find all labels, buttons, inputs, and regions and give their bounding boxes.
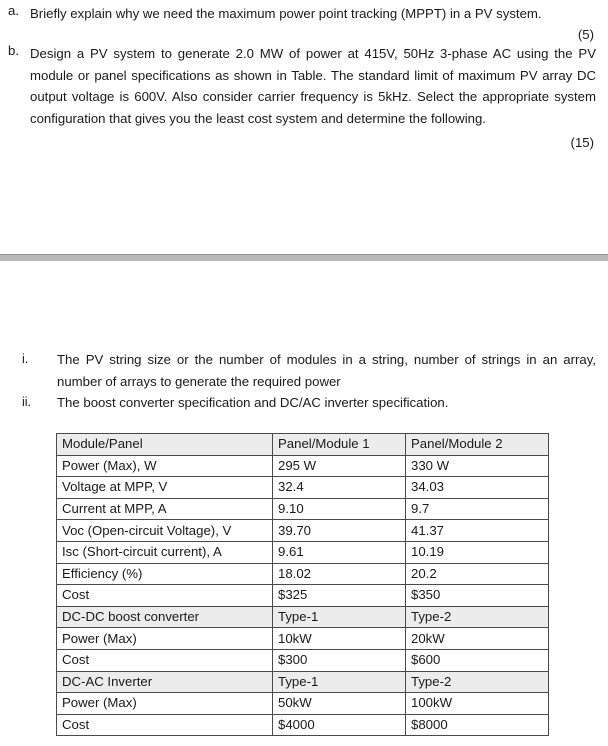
table-cell: Isc (Short-circuit current), A [57,541,273,563]
table-row [57,714,549,736]
table-row [57,693,549,715]
table-cell: 39.70 [273,520,406,542]
question-b [0,43,608,153]
table-cell: 295 W [273,455,406,477]
table-cell: $4000 [273,714,406,736]
table-cell: 9.61 [273,541,406,563]
table-cell: Cost [57,649,273,671]
question-a-text: Briefly explain why we need the maximum power point tracking (MPPT) in a PV system. [30,6,542,21]
section-divider [0,254,608,261]
table-cell: $600 [406,649,549,671]
table-section-row [57,671,549,693]
table-cell: Power (Max), W [57,455,273,477]
table-row [57,520,549,542]
table-cell: 20kW [406,628,549,650]
table-cell: 18.02 [273,563,406,585]
table-cell: $325 [273,585,406,607]
table-cell: Type-1 [273,671,406,693]
spec-table [56,433,549,736]
question-b-text: Design a PV system to generate 2.0 MW of power at 415V, 50Hz 3-phase AC using the PV module or panel specifications as shown in Table. The standard limit of maximum PV array DC output voltage is 600V. Also consider carrier frequency is 5kHz. Select the appropriate system configuration that gives you the least cost system and determine the following. [30,46,596,126]
table-row [57,477,549,499]
question-a-marks: (5) [577,26,594,42]
table-row [57,585,549,607]
table-header-cell: Panel/Module 1 [273,434,406,456]
question-b-marks: (15) [570,135,594,150]
table-row [57,455,549,477]
table-cell: 330 W [406,455,549,477]
table-row [57,498,549,520]
table-row [57,628,549,650]
table-cell: DC-AC Inverter [57,671,273,693]
table-cell: Type-2 [406,671,549,693]
question-a [0,3,608,45]
table-cell: 100kW [406,693,549,715]
table-cell: 9.10 [273,498,406,520]
table-cell: $300 [273,649,406,671]
subitem-ii-text: The boost converter specification and DC/AC inverter specification. [57,395,449,410]
table-header-row [57,434,549,456]
question-a-label: a. [8,3,19,18]
table-cell: Cost [57,585,273,607]
table-cell: DC-DC boost converter [57,606,273,628]
table-cell: Cost [57,714,273,736]
table-row [57,649,549,671]
table-cell: Type-2 [406,606,549,628]
subitem-i [0,349,608,392]
table-cell: 10.19 [406,541,549,563]
table-cell: Efficiency (%) [57,563,273,585]
table-header-cell: Module/Panel [57,434,273,456]
subitem-i-text: The PV string size or the number of modules in a string, number of strings in an array, number of arrays to generate the required power [57,352,596,389]
table-cell: Power (Max) [57,628,273,650]
subitem-ii-label: ii. [22,395,32,409]
question-b-label: b. [8,43,19,58]
table-cell: 9.7 [406,498,549,520]
table-cell: Voc (Open-circuit Voltage), V [57,520,273,542]
table-cell: Power (Max) [57,693,273,715]
table-cell: 32.4 [273,477,406,499]
table-section-row [57,606,549,628]
table-row [57,563,549,585]
table-cell: 34.03 [406,477,549,499]
table-cell: 50kW [273,693,406,715]
table-header-cell: Panel/Module 2 [406,434,549,456]
table-cell: 10kW [273,628,406,650]
table-cell: Type-1 [273,606,406,628]
subitem-list [0,349,608,414]
table-cell: $8000 [406,714,549,736]
table-row [57,541,549,563]
table-cell: Voltage at MPP, V [57,477,273,499]
table-cell: $350 [406,585,549,607]
table-cell: 20.2 [406,563,549,585]
table-cell: 41.37 [406,520,549,542]
subitem-ii [0,392,608,414]
subitem-i-label: i. [22,352,29,366]
table-cell: Current at MPP, A [57,498,273,520]
